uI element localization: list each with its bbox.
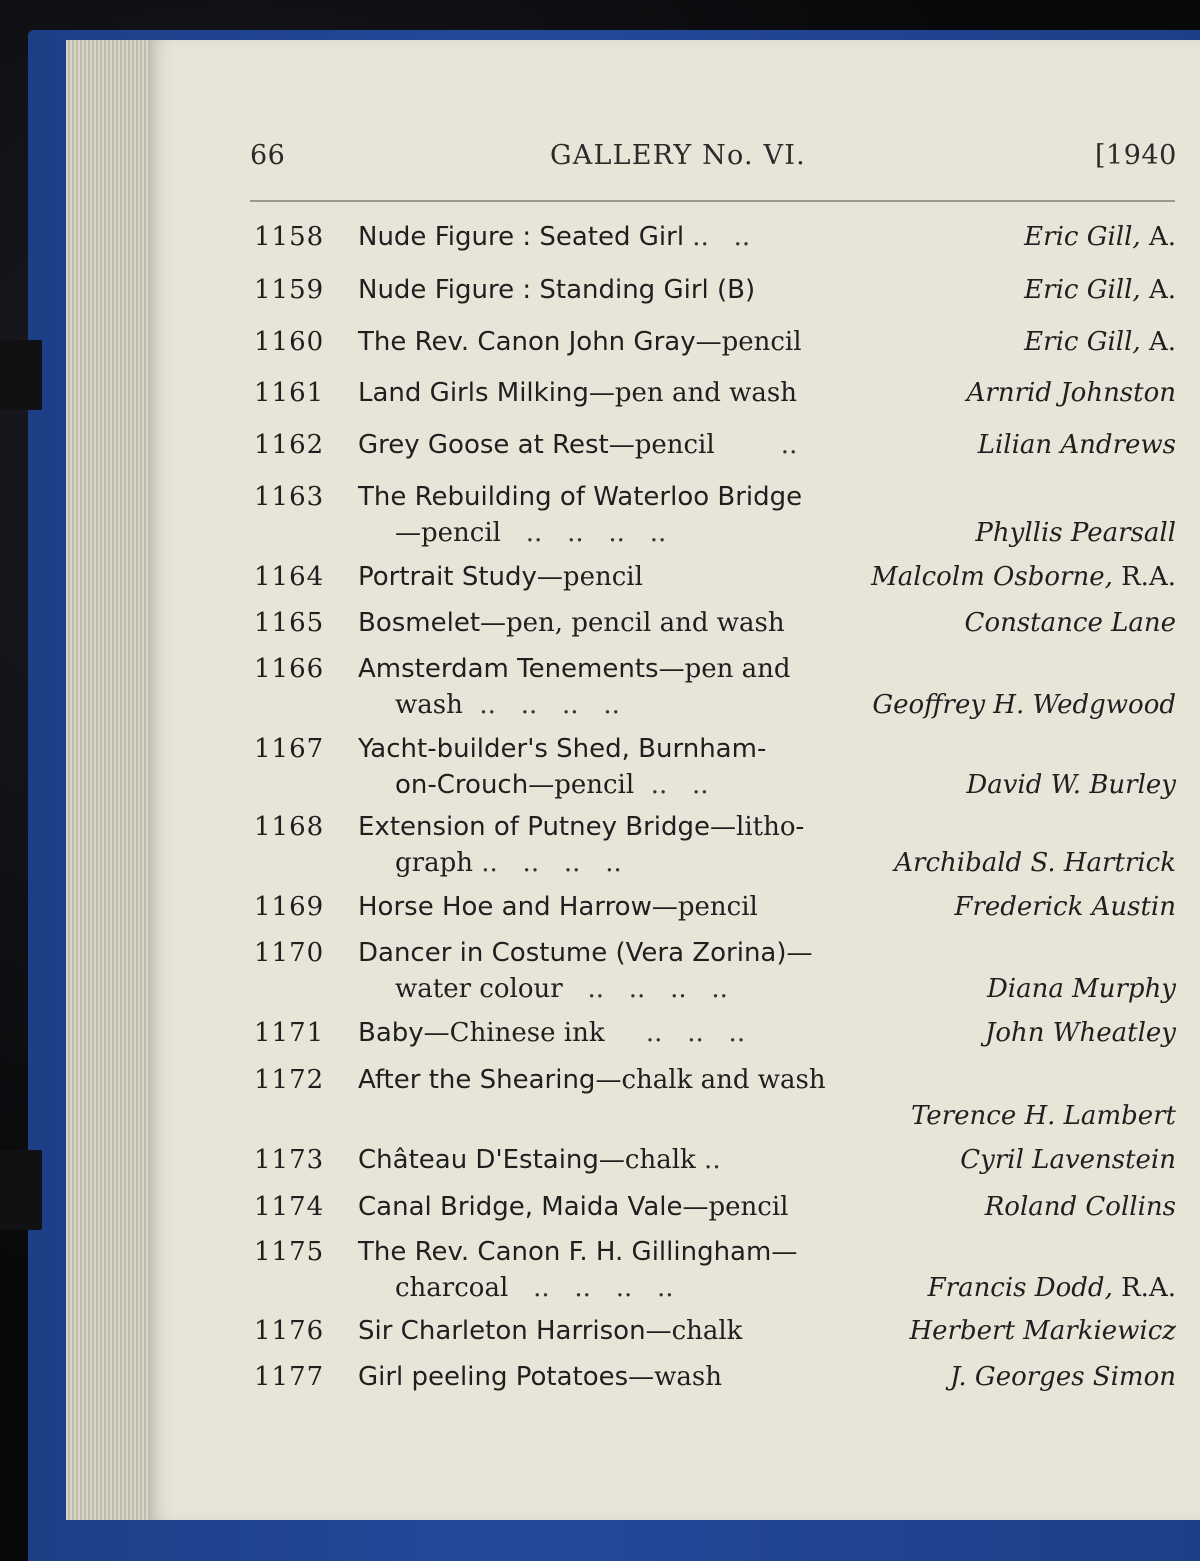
artist-name — [871, 562, 1176, 592]
entry-line — [0, 892, 1200, 926]
title-text: Girl peeling Potatoes — [358, 1362, 629, 1392]
artist-name — [1024, 222, 1176, 252]
entry-line — [0, 518, 1200, 552]
title-text: Nude Figure : Seated Girl — [358, 222, 685, 252]
artwork-title — [358, 482, 802, 512]
academy-suffix: R.A. — [1112, 1273, 1176, 1303]
artist-text: Francis Dodd, — [927, 1273, 1113, 1303]
artist-text: Archibald S. Hartrick — [894, 848, 1176, 878]
artwork-medium: —pen and wash — [588, 378, 797, 408]
artwork-medium: —pencil — [528, 770, 635, 800]
title-text: Sir Charleton Harrison — [358, 1316, 646, 1346]
artwork-medium: —wash — [628, 1362, 723, 1392]
artist-text: J. Georges Simon — [950, 1362, 1176, 1392]
artwork-medium: —pen, pencil and wash — [480, 608, 785, 638]
artist-text: Herbert Markiewicz — [909, 1316, 1176, 1346]
artwork-medium: —Chinese ink — [423, 1018, 605, 1048]
entry-line — [0, 275, 1200, 309]
entry-line — [0, 974, 1200, 1008]
catalogue-number: 1173 — [254, 1145, 325, 1175]
artwork-title — [358, 275, 755, 305]
title-text: Grey Goose at Rest — [358, 430, 609, 460]
artwork-title — [395, 974, 728, 1004]
catalogue-number: 1163 — [254, 482, 325, 512]
artwork-title — [358, 812, 804, 842]
catalogue-number: 1175 — [254, 1237, 325, 1267]
entry-line — [0, 482, 1200, 516]
dot-leaders: .. .. .. .. — [562, 974, 728, 1004]
artist-name — [966, 770, 1176, 800]
entry-line — [0, 1065, 1200, 1099]
artwork-medium: —pencil — [608, 430, 715, 460]
artist-name — [911, 1101, 1176, 1131]
artwork-title — [395, 690, 620, 720]
catalogue-number: 1176 — [254, 1316, 325, 1346]
entry-line — [0, 430, 1200, 464]
artist-name — [965, 608, 1176, 638]
artwork-title — [358, 892, 758, 922]
artwork-title — [358, 1145, 721, 1175]
artwork-medium: water colour — [395, 974, 563, 1004]
title-text: Extension of Putney Bridge — [358, 812, 711, 842]
title-text: Bosmelet — [358, 608, 481, 638]
artwork-medium: —chalk — [645, 1316, 743, 1346]
page-number: 66 — [250, 140, 286, 171]
catalogue-number: 1161 — [254, 378, 325, 408]
entry-line — [0, 812, 1200, 846]
artwork-title — [358, 378, 797, 408]
year-label: [1940 — [1095, 140, 1177, 171]
entry-line — [0, 1362, 1200, 1396]
artist-name — [975, 518, 1176, 548]
artwork-title — [395, 1273, 674, 1303]
dot-leaders: .. — [714, 430, 798, 460]
header-rule — [250, 200, 1175, 202]
artwork-medium: —chalk — [598, 1145, 696, 1175]
artist-name — [1024, 327, 1176, 357]
artist-text: Malcolm Osborne, — [871, 562, 1113, 592]
artwork-medium: —litho- — [710, 812, 805, 842]
entry-line — [0, 1192, 1200, 1226]
entry-line — [0, 327, 1200, 361]
artwork-medium: charcoal — [395, 1273, 509, 1303]
title-text: The Rev. Canon John Gray — [358, 327, 696, 357]
entry-line — [0, 1237, 1200, 1271]
artwork-medium: —pencil — [536, 562, 643, 592]
artwork-medium: —pencil — [695, 327, 802, 357]
artist-text: Arnrid Johnston — [966, 378, 1176, 408]
catalogue-number: 1160 — [254, 327, 325, 357]
artist-name — [985, 1018, 1176, 1048]
title-text: The Rebuilding of Waterloo Bridge — [358, 482, 803, 512]
gallery-title: GALLERY No. VI. — [550, 140, 806, 171]
artwork-title — [358, 654, 791, 684]
artist-name — [928, 1273, 1176, 1303]
catalogue-number: 1166 — [254, 654, 325, 684]
entry-line — [0, 734, 1200, 768]
title-text: Château D'Estaing — [358, 1145, 599, 1175]
artist-name — [987, 974, 1176, 1004]
artist-name — [910, 1316, 1177, 1346]
title-text: The Rev. Canon F. H. Gillingham — [358, 1237, 772, 1267]
artist-text: Constance Lane — [964, 608, 1176, 638]
artwork-medium: graph — [395, 848, 473, 878]
title-text: Nude Figure : Standing Girl (B) — [358, 275, 756, 305]
catalogue-number: 1164 — [254, 562, 325, 592]
artist-name — [1024, 275, 1176, 305]
title-text: After the Shearing — [358, 1065, 596, 1095]
entry-line — [0, 938, 1200, 972]
dot-leaders: .. .. — [634, 770, 709, 800]
academy-suffix: A. — [1140, 275, 1176, 305]
artist-text: David W. Burley — [966, 770, 1176, 800]
artwork-title — [358, 1065, 826, 1095]
artwork-title — [395, 518, 666, 548]
artist-text: Lilian Andrews — [977, 430, 1176, 460]
artwork-title — [358, 1316, 742, 1346]
artist-text: Frederick Austin — [954, 892, 1176, 922]
artwork-medium: —pen and — [658, 654, 791, 684]
title-text: Canal Bridge, Maida Vale — [358, 1192, 683, 1222]
title-text: Dancer in Costume (Vera Zorina) — [358, 938, 787, 968]
catalogue-number: 1165 — [254, 608, 325, 638]
catalogue-number: 1167 — [254, 734, 325, 764]
dot-leaders: .. .. .. .. — [472, 848, 622, 878]
entry-line — [0, 654, 1200, 688]
artist-name — [960, 1145, 1176, 1175]
catalogue-number: 1169 — [254, 892, 325, 922]
page-header — [0, 0, 1200, 171]
artist-text: Terence H. Lambert — [910, 1101, 1176, 1131]
artist-name — [967, 378, 1176, 408]
artist-text: Eric Gill, — [1024, 222, 1141, 252]
artwork-title — [358, 430, 797, 460]
artwork-title — [358, 327, 802, 357]
dot-leaders: .. — [695, 1145, 721, 1175]
artwork-medium: — — [771, 1237, 798, 1267]
artwork-title — [358, 938, 813, 968]
title-text: Amsterdam Tenements — [358, 654, 659, 684]
academy-suffix: A. — [1140, 327, 1176, 357]
entry-line — [0, 690, 1200, 724]
dot-leaders: .. .. .. .. — [500, 518, 667, 548]
entry-line — [0, 1273, 1200, 1307]
entry-line — [0, 1145, 1200, 1179]
dot-leaders: .. .. .. .. — [508, 1273, 674, 1303]
artist-text: Eric Gill, — [1024, 327, 1141, 357]
artist-text: Roland Collins — [984, 1192, 1176, 1222]
catalogue-number: 1168 — [254, 812, 325, 842]
artwork-title — [358, 734, 766, 764]
dot-leaders: .. .. .. — [604, 1018, 746, 1048]
title-text: Baby — [358, 1018, 424, 1048]
artwork-title — [358, 1192, 788, 1222]
artwork-title — [395, 770, 709, 800]
artwork-medium: —chalk and wash — [595, 1065, 826, 1095]
entry-line — [0, 1018, 1200, 1052]
artwork-title — [358, 1237, 797, 1267]
artwork-medium: — — [786, 938, 813, 968]
catalogue-number: 1170 — [254, 938, 325, 968]
artwork-title — [358, 562, 643, 592]
artwork-title — [358, 608, 785, 638]
academy-suffix: A. — [1140, 222, 1176, 252]
artist-text: Geoffrey H. Wedgwood — [872, 690, 1176, 720]
artist-text: Phyllis Pearsall — [975, 518, 1176, 548]
artist-text: Cyril Lavenstein — [960, 1145, 1176, 1175]
artist-name — [954, 892, 1176, 922]
artist-name — [894, 848, 1176, 878]
entry-line — [0, 562, 1200, 596]
artwork-medium: —pencil — [395, 518, 501, 548]
artwork-medium: —pencil — [651, 892, 758, 922]
artist-name — [872, 690, 1176, 720]
entry-line — [0, 378, 1200, 412]
entry-line — [0, 770, 1200, 804]
artist-name — [985, 1192, 1176, 1222]
catalogue-number: 1174 — [254, 1192, 325, 1222]
artwork-title — [358, 1018, 745, 1048]
title-text: on-Crouch — [395, 770, 529, 800]
entry-line — [0, 848, 1200, 882]
title-text: Horse Hoe and Harrow — [358, 892, 652, 922]
catalogue-number: 1172 — [254, 1065, 325, 1095]
artist-text: Eric Gill, — [1024, 275, 1141, 305]
artist-name — [978, 430, 1176, 460]
artwork-medium: —pencil — [682, 1192, 789, 1222]
artwork-title — [358, 222, 750, 252]
catalogue-number: 1159 — [254, 275, 325, 305]
title-text: Yacht-builder's Shed, Burnham- — [358, 734, 767, 764]
entry-line — [0, 222, 1200, 256]
catalogue-number: 1177 — [254, 1362, 325, 1392]
artwork-title — [395, 848, 622, 878]
catalogue-number: 1162 — [254, 430, 325, 460]
entry-line — [0, 1101, 1200, 1135]
entry-line — [0, 1316, 1200, 1350]
artist-text: John Wheatley — [984, 1018, 1176, 1048]
title-text: Land Girls Milking — [358, 378, 589, 408]
entry-line — [0, 608, 1200, 642]
catalogue-number: 1158 — [254, 222, 325, 252]
artwork-medium: wash — [395, 690, 463, 720]
artwork-title — [358, 1362, 722, 1392]
dot-leaders: .. .. .. .. — [462, 690, 620, 720]
artist-text: Diana Murphy — [986, 974, 1176, 1004]
artist-name — [950, 1362, 1176, 1392]
catalogue-number: 1171 — [254, 1018, 325, 1048]
academy-suffix: R.A. — [1112, 562, 1176, 592]
title-text: Portrait Study — [358, 562, 537, 592]
dot-leaders: .. .. — [684, 222, 751, 252]
